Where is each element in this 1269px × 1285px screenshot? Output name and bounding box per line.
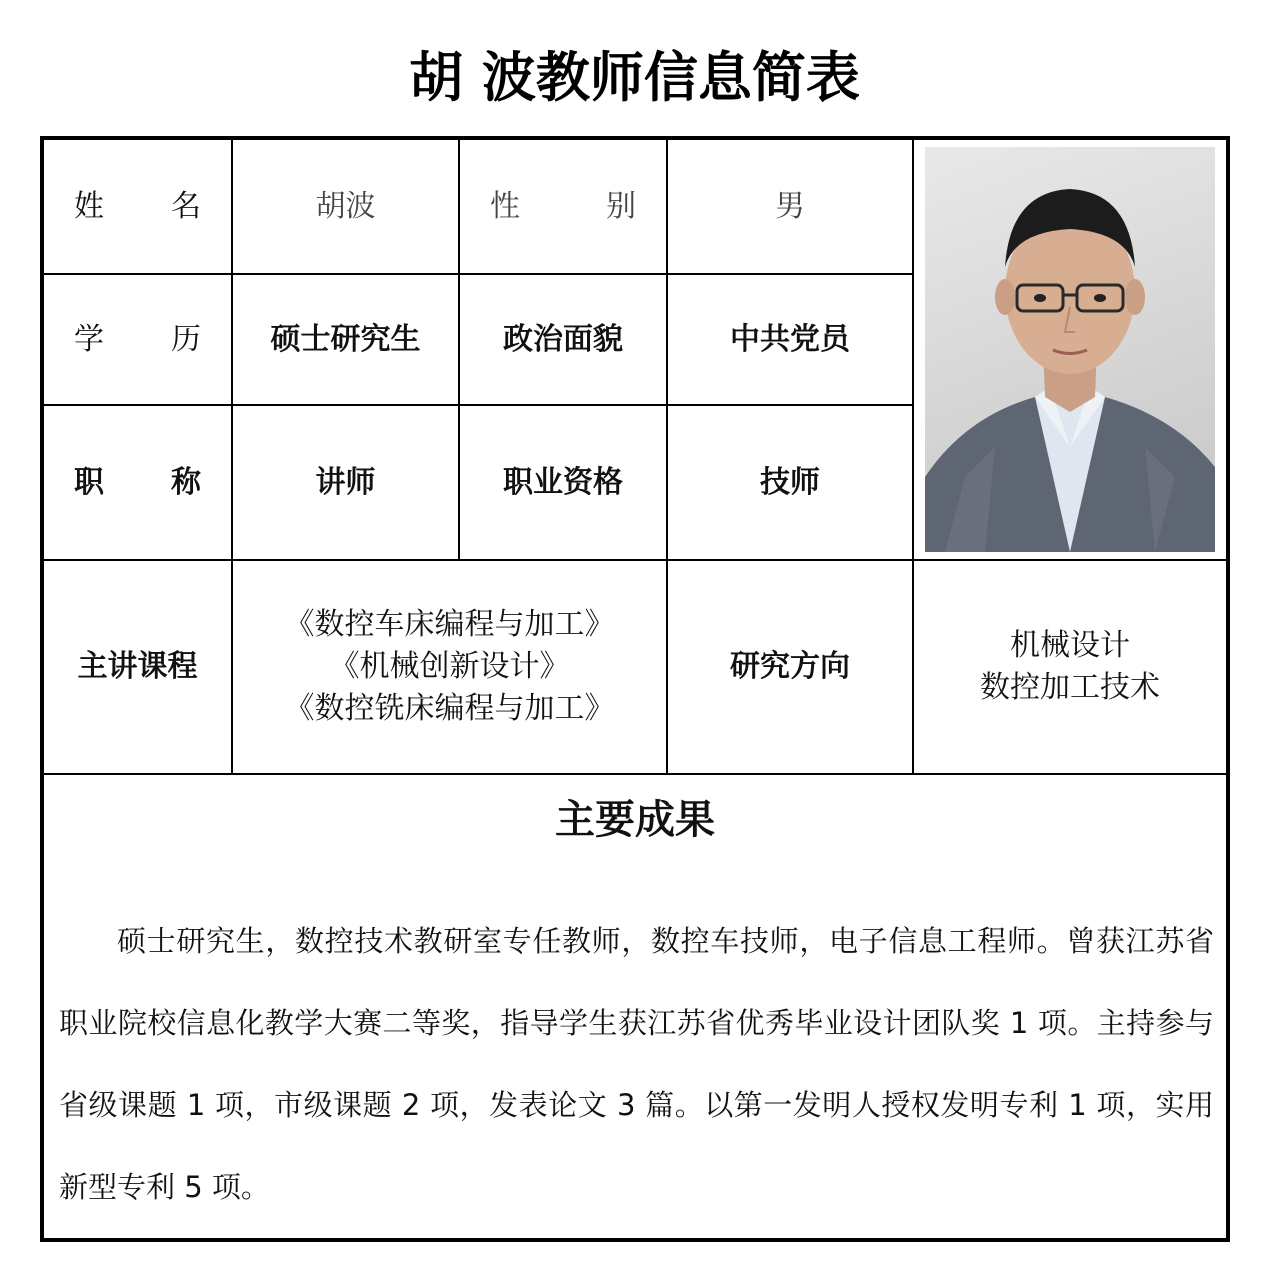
courses-label: 主讲课程 [77, 649, 198, 684]
course-item: 《数控车床编程与加工》 [284, 607, 615, 642]
courses-list [233, 561, 666, 773]
info-table [40, 136, 1230, 1242]
political-value: 中共党员 [730, 321, 850, 357]
course-item: 《机械创新设计》 [329, 649, 570, 684]
research-item: 数控加工技术 [980, 670, 1160, 705]
education-label-char: 历 [171, 321, 201, 357]
course-item: 《数控铣床编程与加工》 [284, 691, 615, 726]
job-title-value: 讲师 [315, 464, 376, 500]
job-title-label-char: 称 [171, 464, 201, 500]
name-label [44, 140, 231, 273]
education-value: 硕士研究生 [270, 321, 421, 357]
political-label: 政治面貌 [503, 321, 623, 357]
gender-label-char: 性 [490, 188, 520, 224]
qualification-value: 技师 [760, 464, 820, 500]
job-title-label [44, 406, 231, 559]
education-label-char: 学 [74, 321, 104, 357]
qualification-label: 职业资格 [503, 464, 623, 500]
gender-label [460, 140, 666, 273]
job-title-label-char: 职 [74, 464, 104, 500]
research-areas [914, 561, 1226, 773]
name-label-char: 名 [171, 188, 201, 224]
name-value: 胡波 [315, 188, 376, 224]
document-title: 胡 波教师信息简表 [409, 46, 860, 109]
achievements-text: 硕士研究生，数控技术教研室专任教师，数控车技师，电子信息工程师。曾获江苏省职业院校信息化教学大赛二等奖，指导学生获江苏省优秀毕业设计团队奖 1 项。主持参与省级课题 1 项，市级课题 2 项，发表论文 3 篇。以第一发明人授权发明专利 1 项，实用新型专利 5 项。 [59, 924, 1214, 1204]
research-item: 机械设计 [1010, 628, 1130, 663]
name-label-char: 姓 [74, 188, 104, 224]
grid-line [44, 773, 1226, 775]
portrait-illustration [925, 147, 1215, 552]
teacher-photo [925, 147, 1215, 552]
gender-label-char: 别 [606, 188, 636, 224]
gender-value: 男 [775, 188, 805, 224]
education-label [44, 275, 231, 404]
achievements-title: 主要成果 [555, 796, 715, 843]
research-label: 研究方向 [730, 649, 850, 684]
